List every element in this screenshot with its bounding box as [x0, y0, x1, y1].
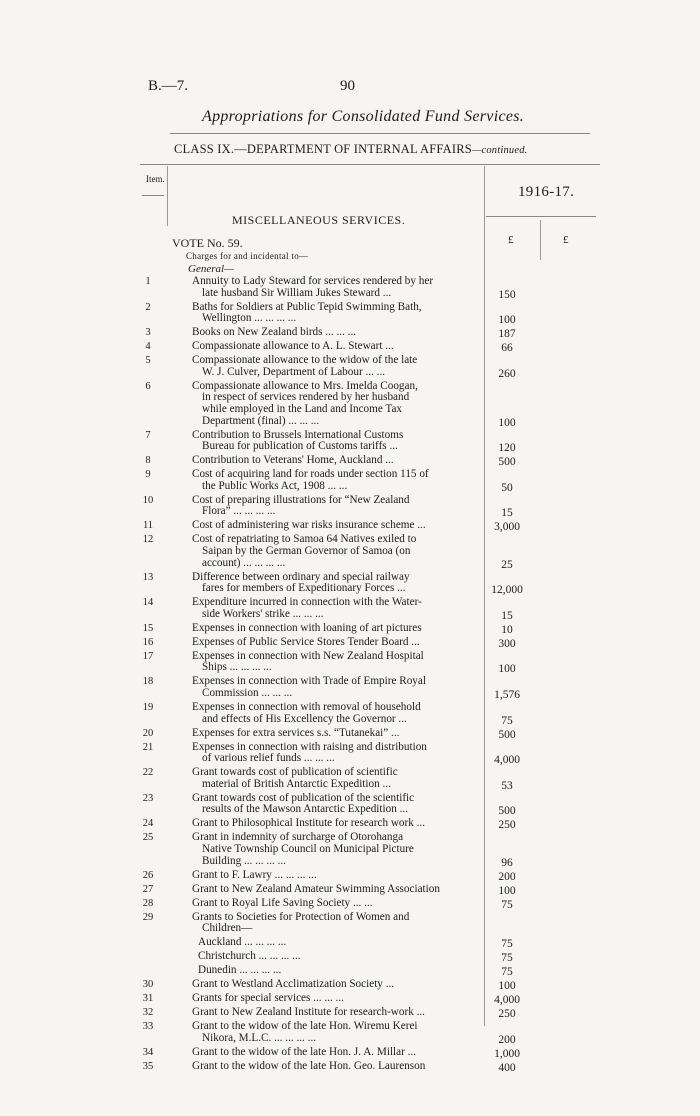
item-description — [192, 884, 474, 896]
item-description — [192, 742, 474, 765]
description-line: of various relief funds ... ... ... — [202, 752, 335, 765]
item-description — [198, 951, 480, 963]
item-number: 20 — [142, 727, 154, 739]
year-header-rule — [486, 216, 596, 217]
item-number: 23 — [142, 792, 154, 804]
description-line: Books on New Zealand birds ... ... ... — [192, 326, 357, 339]
item-amount: 75 — [501, 938, 513, 951]
description-line: W. J. Culver, Department of Labour ... ... — [202, 365, 386, 378]
item-number: 30 — [142, 979, 154, 991]
item-amount: 250 — [498, 819, 516, 832]
description-line: Expenses in connection with loaning of art pictures — [192, 621, 422, 634]
item-amount: 53 — [501, 779, 513, 792]
description-line: Grant in indemnity of surcharge of Otorohanga — [192, 831, 404, 844]
item-number: 7 — [145, 429, 151, 441]
item-description — [192, 870, 474, 882]
description-line: late husband Sir William Jukes Steward ... — [202, 286, 392, 299]
item-amount: 4,000 — [494, 994, 520, 1007]
item-number: 15 — [142, 622, 154, 634]
item-number: 35 — [142, 1060, 154, 1072]
description-line: Grant to New Zealand Institute for research-work ... — [192, 1006, 425, 1019]
description-line: Annuity to Lady Steward for services rendered by her — [192, 275, 434, 287]
item-amount: 100 — [498, 663, 516, 676]
item-number: 8 — [145, 455, 151, 467]
item-number: 2 — [145, 301, 151, 313]
item-amount: 500 — [498, 728, 516, 741]
item-number: 24 — [142, 818, 154, 830]
item-number: 32 — [142, 1007, 154, 1019]
item-amount: 15 — [501, 507, 513, 520]
item-amount: 96 — [501, 856, 513, 869]
charges-heading: Charges for and incidental to— — [186, 251, 309, 261]
item-description — [192, 1047, 474, 1059]
description-line: Compassionate allowance to the widow of the late — [192, 354, 418, 367]
page-title: Appropriations for Consolidated Fund Services. — [202, 108, 525, 125]
item-amount: 4,000 — [494, 754, 520, 767]
description-line: Bureau for publication of Customs tariffs ... — [202, 440, 398, 453]
item-description — [192, 793, 474, 816]
description-line: Expenses of Public Service Stores Tender Board ... — [192, 635, 420, 648]
description-line: Grant to F. Lawry ... ... ... ... — [192, 868, 317, 881]
description-line: Ships ... ... ... ... — [202, 661, 272, 674]
description-line: Grants for special services ... ... ... — [192, 992, 344, 1005]
item-description — [198, 965, 480, 977]
description-line: Expenses in connection with New Zealand Hospital — [192, 649, 424, 662]
item-description — [192, 572, 474, 595]
item-number: 33 — [142, 1021, 154, 1033]
item-amount: 75 — [501, 898, 513, 911]
item-amount: 260 — [498, 367, 516, 380]
item-amount: 120 — [498, 442, 516, 455]
item-number: 13 — [142, 571, 154, 583]
description-line: Cost of repatriating to Samoa 64 Natives exiled to — [192, 533, 417, 546]
description-line: Grant to New Zealand Amateur Swimming Association — [192, 882, 440, 895]
class-heading-suffix: —continued. — [471, 145, 528, 156]
item-number: 5 — [145, 355, 151, 367]
item-description — [192, 702, 474, 725]
item-number: 4 — [145, 341, 151, 353]
description-line: Grant to the widow of the late Hon. Geo. Laurenson — [192, 1059, 426, 1072]
item-description — [192, 818, 474, 830]
description-line: Grant to the widow of the late Hon. J. A. Millar ... — [192, 1045, 417, 1058]
description-line: Expenses for extra services s.s. “Tutanekai” ... — [192, 726, 400, 739]
amount-column-line-mid — [540, 220, 541, 260]
description-line: the Public Works Act, 1908 ... ... — [202, 479, 348, 492]
item-amount: 10 — [501, 623, 513, 636]
item-number: 11 — [142, 520, 154, 532]
page-code: B.—7. — [148, 78, 189, 94]
item-amount: 200 — [498, 1033, 516, 1046]
item-number: 10 — [142, 494, 154, 506]
page-number: 90 — [340, 78, 355, 94]
item-description — [192, 1007, 474, 1019]
class-heading-text: CLASS IX.—DEPARTMENT OF INTERNAL AFFAIRS — [174, 142, 472, 156]
description-line: fares for members of Expeditionary Forces ... — [202, 582, 406, 595]
description-line: Expenses in connection with Trade of Empire Royal — [192, 675, 426, 688]
item-amount: 75 — [501, 966, 513, 979]
item-description — [192, 898, 474, 910]
item-number: 19 — [142, 702, 154, 713]
item-description — [192, 355, 474, 378]
item-description — [192, 276, 474, 299]
description-line: Cost of acquiring land for roads under section 115 of — [192, 468, 429, 481]
description-line: Flora” ... ... ... ... — [202, 505, 276, 518]
item-description — [198, 937, 480, 949]
item-amount: 400 — [498, 1061, 516, 1074]
item-description — [192, 430, 474, 453]
item-amount: 150 — [498, 288, 516, 301]
item-number: 25 — [142, 832, 154, 844]
item-amount: 250 — [498, 1008, 516, 1021]
description-line: Nikora, M.L.C. ... ... ... ... — [202, 1031, 317, 1044]
item-amount: 100 — [498, 314, 516, 327]
description-line: Saipan by the German Governor of Samoa (on — [202, 544, 411, 557]
item-description — [192, 520, 474, 532]
description-line: Commission ... ... ... — [202, 686, 293, 699]
description-line: Grant to the widow of the late Hon. Wiremu Kerei — [192, 1020, 418, 1033]
item-description — [192, 651, 474, 674]
description-line: Grant to Westland Acclimatization Society ... — [192, 978, 395, 991]
item-amount: 500 — [498, 456, 516, 469]
class-heading — [174, 142, 528, 157]
description-line: Expenses in connection with removal of household — [192, 701, 421, 713]
description-line: Christchurch ... ... ... ... — [198, 950, 301, 963]
description-line: Difference between ordinary and special railway — [192, 570, 410, 583]
item-amount: 100 — [498, 980, 516, 993]
description-line: Expenditure incurred in connection with the Water- — [192, 596, 422, 609]
description-line: Auckland ... ... ... ... — [198, 936, 287, 949]
title-rule — [170, 133, 590, 134]
description-line: Children— — [202, 922, 253, 935]
item-number: 6 — [145, 380, 151, 392]
item-number: 9 — [145, 469, 151, 481]
item-description — [192, 495, 474, 518]
description-line: Cost of administering war risks insurance scheme ... — [192, 519, 426, 532]
item-number: 18 — [142, 676, 154, 688]
year-column-header: 1916-17. — [518, 184, 575, 200]
item-description — [192, 1021, 474, 1044]
item-amount: 100 — [498, 416, 516, 429]
item-description — [192, 327, 474, 339]
item-amount: 1,576 — [494, 688, 520, 701]
item-amount: 200 — [498, 870, 516, 883]
item-number: 12 — [142, 534, 154, 546]
item-amount: 15 — [501, 609, 513, 622]
description-line: Contribution to Veterans' Home, Auckland ... — [192, 454, 394, 467]
item-description — [192, 534, 474, 569]
item-description — [192, 381, 474, 427]
item-number: 17 — [142, 650, 154, 662]
description-line: Expenses in connection with raising and distribution — [192, 740, 427, 753]
item-description — [192, 832, 474, 867]
item-description — [192, 912, 474, 935]
description-line: side Workers' strike ... ... ... — [202, 607, 324, 620]
item-description — [192, 676, 474, 699]
description-line: Department (final) ... ... ... — [202, 414, 320, 427]
item-description — [192, 455, 474, 467]
item-description — [192, 1061, 474, 1073]
description-line: Dunedin ... ... ... ... — [198, 964, 282, 977]
table-top-rule — [140, 164, 600, 165]
item-header-rule — [142, 195, 164, 196]
description-line: Baths for Soldiers at Public Tepid Swimming Bath, — [192, 300, 422, 313]
item-number: 22 — [142, 767, 154, 779]
description-line: Grants to Societies for Protection of Women and — [192, 910, 410, 923]
item-amount: 25 — [501, 558, 513, 571]
item-amount: 187 — [498, 328, 516, 341]
description-line: Contribution to Brussels International Customs — [192, 428, 404, 441]
description-line: Grant to Philosophical Institute for research work ... — [192, 817, 426, 830]
description-line: Grant towards cost of publication of scientific — [192, 766, 398, 779]
item-description — [192, 623, 474, 635]
item-description — [192, 993, 474, 1005]
description-line: account) ... ... ... ... — [202, 556, 286, 569]
item-amount: 75 — [501, 714, 513, 727]
currency-symbol-2: £ — [563, 234, 569, 246]
item-number: 26 — [142, 869, 154, 881]
item-description — [192, 302, 474, 325]
item-amount: 50 — [501, 481, 513, 494]
item-number: 28 — [142, 897, 154, 909]
item-description — [192, 637, 474, 649]
description-line: Grant towards cost of publication of the scientific — [192, 791, 415, 804]
description-line: in respect of services rendered by her husband — [202, 391, 410, 404]
currency-symbol-1: £ — [508, 234, 514, 246]
description-line: Native Township Council on Municipal Picture — [202, 842, 414, 855]
item-description — [192, 728, 474, 740]
item-number: 16 — [142, 636, 154, 648]
item-amount: 75 — [501, 952, 513, 965]
item-number: 3 — [145, 327, 151, 339]
section-title: MISCELLANEOUS SERVICES. — [232, 213, 406, 227]
description-line: and effects of His Excellency the Governor ... — [202, 712, 407, 725]
item-description — [192, 597, 474, 620]
description-line: material of British Antarctic Expedition ... — [202, 777, 391, 790]
description-line: while employed in the Land and Income Tax — [202, 402, 403, 415]
item-amount: 12,000 — [491, 584, 523, 597]
item-number: 31 — [142, 993, 154, 1005]
description-line: Wellington ... ... ... ... — [202, 312, 297, 325]
general-subheading: General— — [188, 263, 234, 275]
item-description — [192, 767, 474, 790]
description-line: Cost of preparing illustrations for “New Zealand — [192, 493, 410, 506]
description-line: Compassionate allowance to A. L. Stewart ... — [192, 340, 394, 353]
item-amount: 3,000 — [494, 521, 520, 534]
item-number: 29 — [142, 911, 154, 923]
item-number: 34 — [142, 1046, 154, 1058]
item-column-line — [167, 166, 168, 226]
description-line: results of the Mawson Antarctic Expedition ... — [202, 803, 408, 816]
item-amount: 500 — [498, 805, 516, 818]
item-number: 27 — [142, 883, 154, 895]
item-number: 21 — [142, 741, 154, 753]
item-amount: 100 — [498, 884, 516, 897]
item-description — [192, 979, 474, 991]
item-amount: 300 — [498, 637, 516, 650]
item-amount: 66 — [501, 342, 513, 355]
item-description — [192, 469, 474, 492]
description-line: Building ... ... ... ... — [202, 854, 286, 867]
vote-heading: VOTE No. 59. — [172, 236, 243, 250]
item-amount: 1,000 — [494, 1047, 520, 1060]
item-description — [192, 341, 474, 353]
item-number: 14 — [142, 597, 154, 609]
item-number: 1 — [145, 276, 151, 287]
item-column-header: Item. — [146, 174, 165, 184]
description-line: Compassionate allowance to Mrs. Imelda Coogan, — [192, 379, 418, 392]
description-line: Grant to Royal Life Saving Society ... ... — [192, 896, 373, 909]
